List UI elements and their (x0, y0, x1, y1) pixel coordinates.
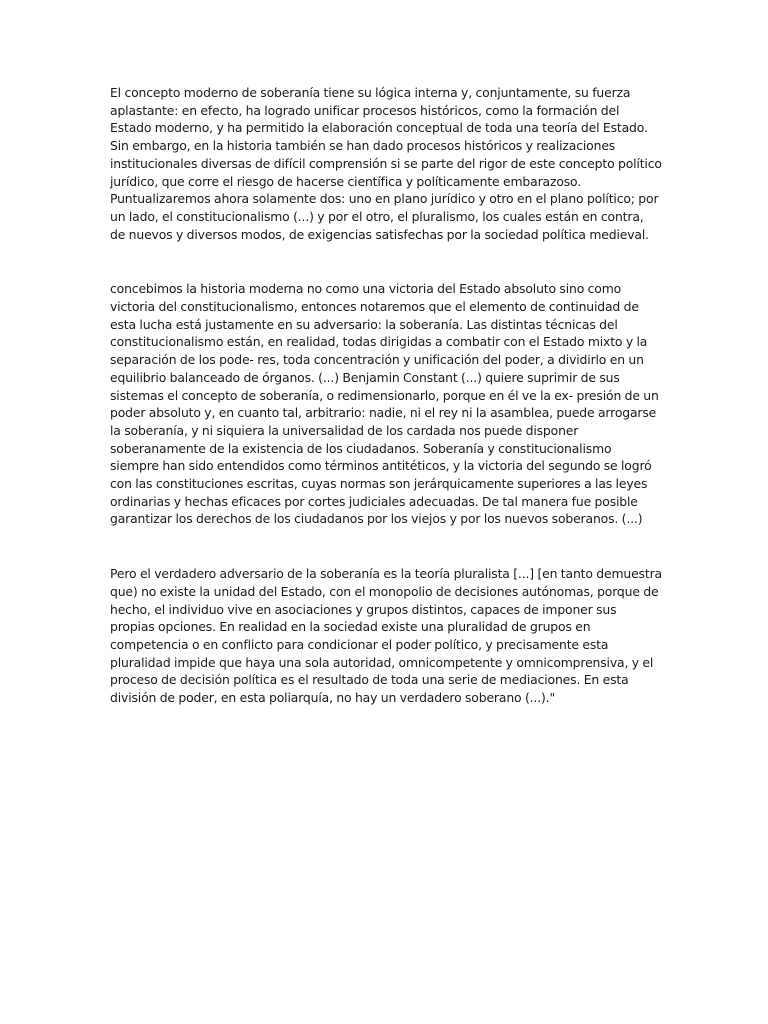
paragraph-constitutionalism: concebimos la historia moderna no como una victoria del Estado absoluto sino como victoria del constitucionalismo, entonces notaremos que el elemento de continuidad de esta lucha está justamente en su adversario: la soberanía. Las distintas técnicas del constitucionalismo están, en realidad, todas dirigidas a combatir con el Estado mixto y la separación de los pode- res, toda concentración y unificación del poder, a dividirlo en un equilibrio balanceado de órganos. (...) Benjamin Constant (...) quiere suprimir de sus sistemas el concepto de soberanía, o redimensionarlo, porque en él ve la ex- presión de un poder absoluto y, en cuanto tal, arbitrario: nadie, ni el rey ni la asamblea, puede arrogarse la soberanía, y ni siquiera la universalidad de los cardada nos puede disponer soberanamente de la existencia de los ciudadanos. Soberanía y constitucionalismo siempre han sido entendidos como términos antitéticos, y la victoria del segundo se logró con las constituciones escritas, cuyas normas son jerárquicamente superiores a las leyes ordinarias y hechas eficaces por cortes judiciales adecuadas. De tal manera fue posible garantizar los derechos de los ciudadanos por los viejos y por los nuevos soberanos. (...) (110, 281, 659, 527)
paragraph-pluralism: Pero el verdadero adversario de la soberanía es la teoría pluralista [...] [en tanto demuestra que) no existe la unidad del Estado, con el monopolio de decisiones autónomas, porque de hecho, el individuo vive en asociaciones y grupos distintos, capaces de imponer sus propias opciones. En realidad en la sociedad existe una pluralidad de grupos en competencia o en conflicto para condicionar el poder político, y precisamente esta pluralidad impide que haya una sola autoridad, omnicompetente y omnicomprensiva, y el proceso de decisión política es el resultado de toda una serie de mediaciones. En esta división de poder, en esta poliarquía, no hay un verdadero soberano (...)." (110, 566, 662, 706)
paragraph-sovereignty-concept: El concepto moderno de soberanía tiene su lógica interna y, conjuntamente, su fuerza aplastante: en efecto, ha logrado unificar procesos históricos, como la formación del Estado moderno, y ha permitido la elaboración conceptual de toda una teoría del Estado. Sin embargo, en la historia también se han dado procesos históricos y realizaciones institucionales diversas de difícil comprensión si se parte del rigor de este concepto político jurídico, que corre el riesgo de hacerse científica y políticamente embarazoso. Puntualizaremos ahora solamente dos: uno en plano jurídico y otro en el plano político; por un lado, el constitucionalismo (...) y por el otro, el pluralismo, los cuales están en contra, de nuevos y diversos modos, de exigencias satisfechas por la sociedad política medieval. (110, 85, 662, 242)
document-page (110, 84, 662, 707)
